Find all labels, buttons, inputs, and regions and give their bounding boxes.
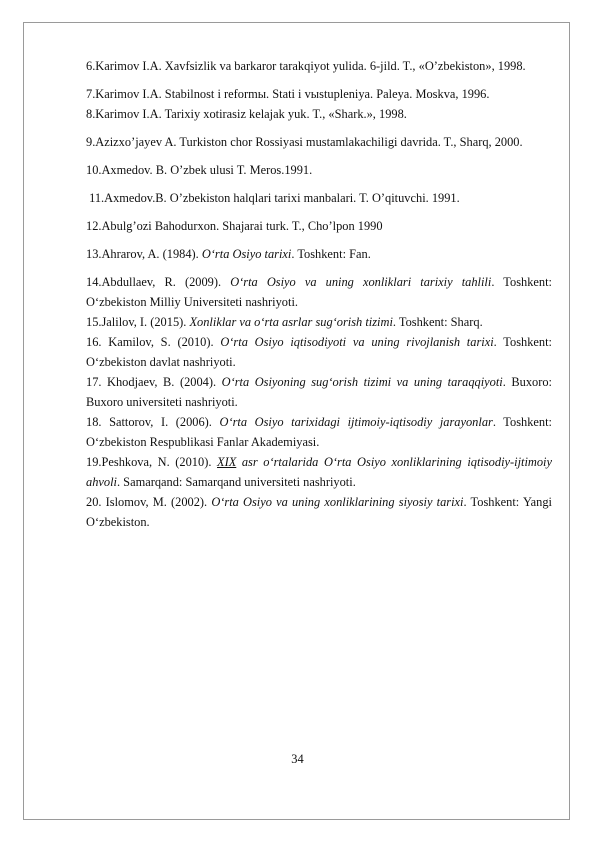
reference-text: 8.Karimov I.A. Tarixiy xotirasiz kelajak yuk. T., «Shark.», 1998.: [86, 107, 407, 121]
reference-19: [86, 452, 552, 492]
reference-text: 15.Jalilov, I. (2015).: [86, 315, 190, 329]
reference-title: O‘rta Osiyoning sug‘orish tizimi va uning taraqqiyoti: [221, 375, 503, 389]
reference-6: [86, 56, 552, 76]
reference-11: [86, 188, 552, 208]
reference-title: O‘rta Osiyo tarixidagi ijtimoiy-iqtisodiy jarayonlar: [219, 415, 493, 429]
reference-text: 12.Abulg’ozi Bahodurxon. Shajarai turk. T., Cho’lpon 1990: [86, 219, 383, 233]
reference-publisher: . Buxoro: Buxoro universiteti nashriyoti.: [86, 375, 552, 409]
reference-7: [86, 84, 552, 104]
reference-12: [86, 216, 552, 236]
reference-13: [86, 244, 552, 264]
reference-publisher: . Toshkent: O‘zbekiston davlat nashriyoti.: [86, 335, 552, 369]
reference-publisher: . Toshkent: Fan.: [291, 247, 371, 261]
reference-title: O‘rta Osiyo tarixi: [201, 247, 292, 261]
reference-publisher: . Toshkent: O‘zbekiston Milliy Universiteti nashriyoti.: [86, 275, 552, 309]
reference-8: [86, 104, 552, 124]
reference-title: Xonliklar va o‘rta asrlar sug‘orish tizimi: [189, 315, 393, 329]
reference-18: [86, 412, 552, 452]
reference-title: O‘rta Osiyo iqtisodiyoti va uning rivojlanish tarixi: [220, 335, 494, 349]
reference-text: 10.Axmedov. B. O’zbek ulusi T. Meros.1991.: [86, 163, 313, 177]
reference-text: 18. Sattorov, I. (2006).: [86, 415, 220, 429]
reference-text: 7.Karimov I.A. Stabilnost i reformы. Stati i vыstupleniya. Paleya. Moskva, 1996.: [86, 87, 490, 101]
reference-15: [86, 312, 552, 332]
reference-text: 17. Khodjaev, B. (2004).: [86, 375, 222, 389]
reference-title: O‘rta Osiyo va uning xonliklarining siyosiy tarixi: [211, 495, 464, 509]
reference-10: [86, 160, 552, 180]
reference-text: 20. Islomov, M. (2002).: [86, 495, 212, 509]
reference-text: 13.Ahrarov, A. (1984).: [86, 247, 202, 261]
reference-text: 14.Abdullaev, R. (2009).: [86, 275, 231, 289]
reference-title-numeral: XIX: [217, 455, 237, 469]
reference-16: [86, 332, 552, 372]
reference-14: [86, 272, 552, 312]
reference-text: 11.Axmedov.B. O’zbekiston halqlari tarixi manbalari. T. O’qituvchi. 1991.: [86, 191, 460, 205]
page-number: 34: [291, 752, 304, 766]
reference-publisher: . Samarqand: Samarqand universiteti nashriyoti.: [116, 475, 356, 489]
reference-17: [86, 372, 552, 412]
reference-text: 16. Kamilov, S. (2010).: [86, 335, 221, 349]
reference-title: asr o‘rtalarida O‘rta Osiyo xonliklarining iqtisodiy-ijtimoiy ahvoli: [86, 455, 552, 489]
bibliography: [86, 56, 552, 532]
reference-text: 9.Azizxo’jayev A. Turkiston chor Rossiyasi mustamlakachiligi davrida. T., Sharq, 2000.: [86, 135, 523, 149]
reference-20: [86, 492, 552, 532]
reference-publisher: . Toshkent: Sharq.: [392, 315, 483, 329]
reference-publisher: . Toshkent: O‘zbekiston Respublikasi Fanlar Akademiyasi.: [86, 415, 552, 449]
reference-text: 19.Peshkova, N. (2010).: [86, 455, 218, 469]
reference-title: O‘rta Osiyo va uning xonliklari tarixiy tahlili: [230, 275, 492, 289]
reference-9: [86, 132, 552, 152]
reference-text: 6.Karimov I.A. Xavfsizlik va barkaror tarakqiyot yulida. 6-jild. T., «O’zbekiston», 1998.: [86, 59, 526, 73]
reference-publisher: . Toshkent: Yangi O‘zbekiston.: [86, 495, 552, 529]
